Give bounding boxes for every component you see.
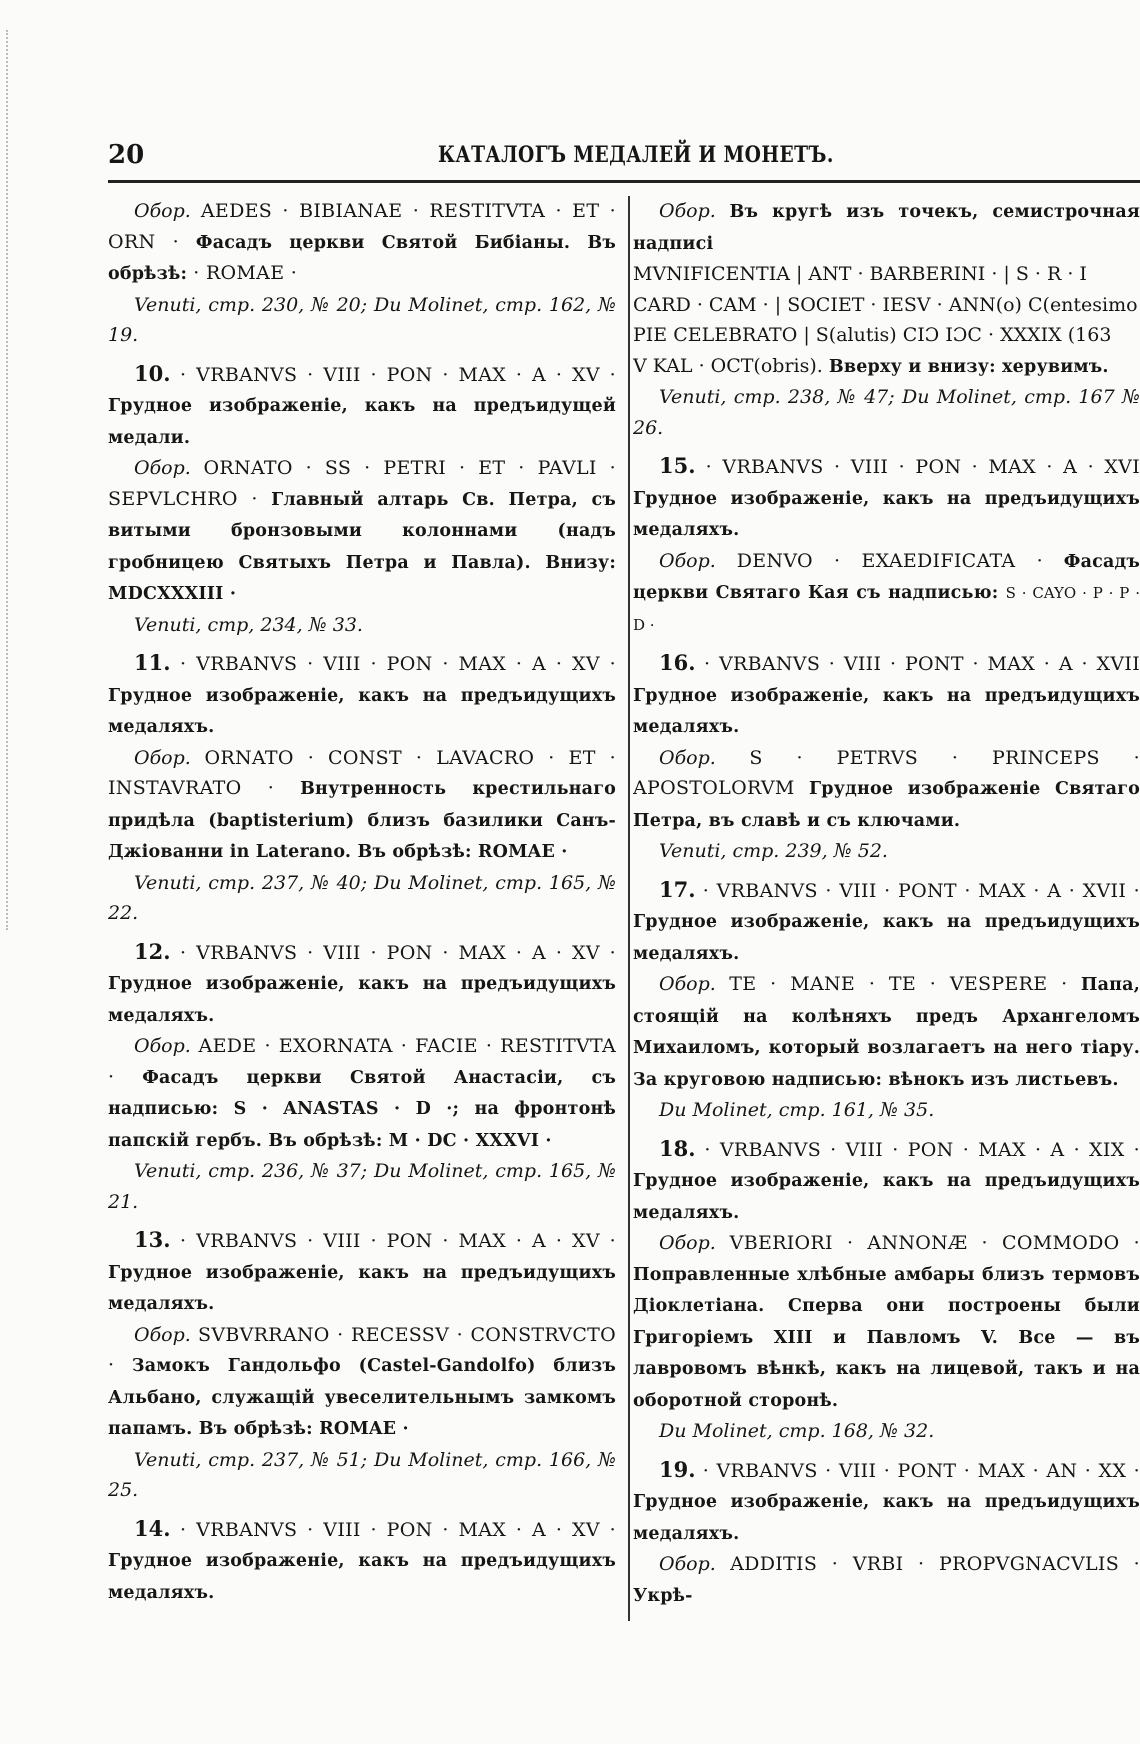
legend-latin: · VRBANVS · VIII · PON · MAX · A · XV ·: [180, 363, 616, 386]
entry-number: 12.: [134, 938, 171, 964]
obor-label: Обор.: [659, 549, 716, 572]
legend-latin: · VRBANVS · VIII · PONT · MAX · A · XVII ·: [702, 879, 1140, 902]
obor-label: Обор.: [659, 1232, 716, 1254]
legend-latin: S · CAYO · P · P · D ·: [633, 584, 1140, 634]
description: Фасадъ церкви Святой Бибіаны. Въ обрѣзѣ:: [108, 232, 617, 284]
entry-17: [633, 875, 1140, 970]
description: Главный алтарь Св. Петра, съ витыми бронзовыми колоннами (надъ гробницею Святыхъ Петра и Павла). Внизу: MDCXXXIII ·: [108, 489, 616, 604]
description: Папа, стоящій на колѣняхъ предъ Архангеломъ Михаиломъ, который возлагаетъ на него тіару. За круговою надписью: вѣнокъ изъ листьевъ.: [633, 975, 1140, 1090]
left-column: [108, 196, 616, 1608]
entry-10: [108, 359, 616, 454]
description: Укрѣ-: [633, 1585, 693, 1606]
entry-number: 16.: [659, 650, 696, 675]
obor-label: Обор.: [134, 1323, 191, 1346]
legend-latin: S · PETRVS · PRINCEPS · APOSTOLORVM: [633, 746, 1140, 799]
inscription-line: V KAL · OCT(obris).: [633, 354, 823, 377]
legend-latin: · VRBANVS · VIII · PONT · MAX · AN · XX ·: [702, 1459, 1140, 1482]
entry-13-reverse: [108, 1320, 616, 1445]
obor-label: Обор.: [134, 746, 191, 769]
entry-number: 19.: [659, 1456, 696, 1482]
obor-label: Обор.: [134, 457, 191, 479]
obor-label: Обор.: [659, 973, 716, 995]
entry-number: 13.: [134, 1227, 171, 1252]
entry-12-reverse: [108, 1031, 616, 1156]
entry-13: [108, 1225, 616, 1320]
inscription-end: [633, 351, 1140, 383]
entry-number: 10.: [134, 360, 171, 386]
entry-number: 15.: [659, 453, 696, 478]
legend-latin: · VRBANVS · VIII · PON · MAX · A · XV ·: [180, 1230, 616, 1252]
legend-latin: DENVO · EXAEDIFICATA ·: [736, 549, 1043, 572]
description: Грудное изображеніе, какъ на предъидущихъ медаляхъ.: [108, 974, 616, 1026]
description: Вверху и внизу: херувимъ.: [828, 356, 1109, 377]
entry-11-reverse: [108, 743, 616, 868]
page-header: [108, 140, 1140, 180]
obor-label: Обор.: [659, 200, 716, 222]
obor-label: Обор.: [134, 1035, 191, 1057]
legend-latin: · VRBANVS · VIII · PONT · MAX · A · XVII: [703, 653, 1140, 675]
legend-latin: ADDITIS · VRBI · PROPVGNACVLIS ·: [730, 1553, 1140, 1575]
description: Внутренность крестильнаго придѣла (baptisterium) близъ базилики Санъ-Джіованни in Laterano. Въ обрѣзѣ: ROMAE ·: [108, 779, 616, 862]
legend-latin: · VRBANVS · VIII · PON · MAX · A · XIX ·: [704, 1138, 1140, 1161]
entry-13-reference: Venuti, стр. 237, № 51; Du Molinet, стр. 166, № 25.: [108, 1448, 616, 1501]
description: Въ кругѣ изъ точекъ, семистрочная надписі: [633, 202, 1140, 254]
entry-number: 14.: [134, 1515, 171, 1541]
entry-number: 17.: [659, 876, 696, 902]
entry-18-reverse: [633, 1228, 1140, 1416]
legend-latin: · ROMAE ·: [193, 262, 298, 284]
entry-17-reverse: [633, 969, 1140, 1095]
entry-16: [633, 648, 1140, 743]
entry-18: [633, 1134, 1140, 1229]
description: Грудное изображеніе, какъ на предъидущихъ медаляхъ.: [108, 685, 616, 737]
description: Фасадъ церкви Святой Анастасіи, съ надписью: S · ANASTAS · D ·; на фронтонѣ папскій гербъ. Въ обрѣзѣ: M · DC · XXXVI ·: [108, 1067, 616, 1151]
margin-dots: [6, 30, 12, 930]
description: Грудное изображеніе, какъ на предъидущей медали.: [108, 396, 616, 448]
description: Поправленные хлѣбные амбары близъ термовъ Діоклетіана. Сперва они построены были Григоріемъ XIII и Павломъ V. Все — въ лавровомъ вѣнкѣ, какъ на лицевой, такъ и на оборотной сторонѣ.: [633, 1264, 1140, 1411]
description: Фасадъ церкви Святаго Кая съ надписью:: [633, 551, 1140, 603]
entry-14: [108, 1514, 616, 1609]
obor-label: Обор.: [134, 200, 191, 222]
description: Грудное изображеніе, какъ на предъидущихъ медаляхъ.: [633, 1492, 1140, 1544]
description: Грудное изображеніе, какъ на предъидущихъ медаляхъ.: [633, 488, 1140, 540]
legend-latin: TE · MANE · TE · VESPERE ·: [729, 973, 1068, 995]
entry-12-reference: Venuti, стр. 236, № 37; Du Molinet, стр. 165, № 21.: [108, 1160, 616, 1213]
entry-11-reference: Venuti, стр. 237, № 40; Du Molinet, стр. 165, № 22.: [108, 871, 616, 924]
entry-9-reference: Venuti, стр. 230, № 20; Du Molinet, стр. 162, № 19.: [108, 293, 616, 346]
right-column: [633, 196, 1140, 1611]
legend-latin: ORNATO · CONST · LAVACRO · ET · INSTAVRATO ·: [108, 746, 616, 799]
entry-19: [633, 1455, 1140, 1550]
entry-11: [108, 648, 616, 743]
entry-9-reverse: [108, 196, 616, 290]
page-number: 20: [108, 140, 145, 170]
legend-latin: ORNATO · SS · PETRI · ET · PAVLI · SEPVLCHRO ·: [108, 457, 616, 510]
continued-reference: Venuti, стр. 238, № 47; Du Molinet, стр. 167 № 26.: [633, 386, 1140, 439]
column-divider: [628, 196, 630, 1621]
description: Грудное изображеніе, какъ на предъидущихъ медаляхъ.: [633, 1171, 1140, 1223]
legend-latin: VBERIORI · ANNONÆ · COMMODO ·: [729, 1232, 1140, 1254]
description: Грудное изображеніе Святаго Петра, въ славѣ и съ ключами.: [633, 779, 1140, 831]
entry-number: 18.: [659, 1135, 696, 1161]
entry-10-reverse: [108, 453, 616, 610]
entry-15-reverse: [633, 546, 1140, 641]
legend-latin: · VRBANVS · VIII · PON · MAX · A · XV ·: [180, 653, 616, 675]
continued-reverse: [633, 196, 1140, 259]
legend-latin: · VRBANVS · VIII · PON · MAX · A · XVI: [705, 456, 1140, 478]
entry-15: [633, 451, 1140, 546]
obor-label: Обор.: [659, 746, 716, 769]
legend-latin: SVBVRRANO · RECESSV · CONSTRVCTO ·: [108, 1323, 617, 1376]
legend-latin: · VRBANVS · VIII · PON · MAX · A · XV ·: [180, 941, 616, 964]
description: Замокъ Гандольфо (Castel-Gandolfo) близъ Альбано, служащій увеселительнымъ замкомъ папамъ. Въ обрѣзѣ: ROMAE ·: [108, 1356, 616, 1439]
entry-19-reverse: [633, 1549, 1140, 1611]
entry-12: [108, 937, 616, 1032]
description: Грудное изображеніе, какъ на предъидущихъ медаляхъ.: [633, 685, 1140, 737]
entry-18-reference: Du Molinet, стр. 168, № 32.: [659, 1420, 935, 1442]
description: Грудное изображеніе, какъ на предъидущихъ медаляхъ.: [108, 1551, 616, 1603]
entry-16-reference: Venuti, стр. 239, № 52.: [659, 840, 888, 862]
entry-17-reference: Du Molinet, стр. 161, № 35.: [659, 1099, 935, 1121]
inscription-line: CARD · CAM · | SOCIET · IESV · ANN(o) C(entesimo: [633, 293, 1138, 316]
obor-label: Обор.: [659, 1553, 716, 1575]
legend-latin: AEDE · EXORNATA · FACIE · RESTITVTA ·: [108, 1035, 616, 1088]
header-rule: [108, 180, 1140, 183]
running-title: КАТАЛОГЪ МЕДАЛЕЙ И МОНЕТЪ.: [438, 142, 834, 168]
inscription-line: PIE CELEBRATO | S(alutis) CIƆ IƆC · XXXIX (163: [633, 324, 1112, 346]
description: Грудное изображеніе, какъ на предъидущихъ медаляхъ.: [108, 1262, 616, 1314]
legend-latin: AEDES · BIBIANAE · RESTITVTA · ET · ORN ·: [108, 200, 616, 253]
legend-latin: · VRBANVS · VIII · PON · MAX · A · XV ·: [180, 1518, 616, 1541]
entry-number: 11.: [134, 650, 171, 675]
entry-16-reverse: [633, 743, 1140, 837]
inscription-line: MVNIFICENTIA | ANT · BARBERINI · | S · R · I: [633, 263, 1087, 285]
description: Грудное изображеніе, какъ на предъидущихъ медаляхъ.: [633, 912, 1140, 964]
entry-10-reference: Venuti, стр, 234, № 33.: [134, 613, 363, 636]
